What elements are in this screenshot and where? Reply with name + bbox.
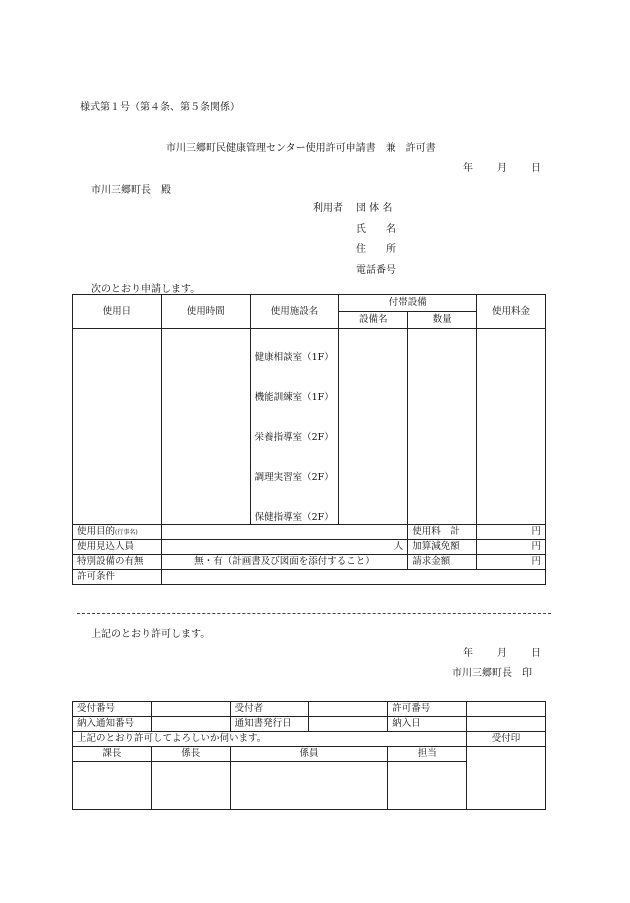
approval-text: 上記のとおり許可します。 <box>91 629 211 640</box>
cell-facility-list <box>250 329 339 525</box>
role-section-chief: 課長 <box>73 747 152 762</box>
notice-date-label: 通知書発行日 <box>230 717 309 732</box>
office-use-table <box>72 701 546 810</box>
form-number: 様式第１号（第４条、第５条関係） <box>80 102 240 113</box>
attendees-unit: 人 <box>161 540 407 555</box>
stamp-subsection-chief[interactable] <box>151 762 230 810</box>
header-equipment-name: 設備名 <box>339 312 408 329</box>
cell-time[interactable] <box>161 329 250 525</box>
date-day: 日 <box>531 163 541 174</box>
receipt-no-label: 受付番号 <box>73 702 152 717</box>
stamp-section-chief[interactable] <box>73 762 152 810</box>
facility-2: 機能訓練室（1F） <box>254 392 334 403</box>
role-in-charge: 担当 <box>388 747 467 762</box>
applicant-field-group: 団 体 名 <box>356 203 393 214</box>
facility-5: 保健指導室（2F） <box>254 512 334 523</box>
conditions-label: 許可条件 <box>73 570 162 585</box>
header-time: 使用時間 <box>161 295 250 329</box>
cut-line <box>77 613 551 614</box>
receipt-no-value[interactable] <box>151 702 230 717</box>
receiver-value[interactable] <box>309 702 388 717</box>
payment-notice-no-value[interactable] <box>151 717 230 732</box>
stamp-staff[interactable] <box>230 762 388 810</box>
notice-date-value[interactable] <box>309 717 388 732</box>
applicant-field-address: 住 所 <box>356 244 396 255</box>
cell-date[interactable] <box>73 329 162 525</box>
header-quantity: 数量 <box>408 312 477 329</box>
payment-date-value[interactable] <box>467 717 546 732</box>
application-table <box>72 294 546 585</box>
date-year: 年 <box>463 163 473 174</box>
permit-no-label: 許可番号 <box>388 702 467 717</box>
facility-4: 調理実習室（2F） <box>254 472 334 483</box>
approval-date-year: 年 <box>463 648 473 659</box>
discount-yen: 円 <box>477 540 546 555</box>
inquiry-text: 上記のとおり許可してよろしいか伺います。 <box>73 732 467 747</box>
cell-equipment-name[interactable] <box>339 329 408 525</box>
purpose-note: (行事名) <box>115 529 138 537</box>
role-subsection-chief: 係長 <box>151 747 230 762</box>
applicant-label: 利用者 <box>313 203 343 214</box>
facility-1: 健康相談室（1F） <box>254 352 334 363</box>
billed-label: 請求金額 <box>408 555 477 570</box>
role-staff: 係員 <box>230 747 388 762</box>
receipt-seal-label: 受付印 <box>467 732 546 747</box>
approval-date-month: 月 <box>497 648 507 659</box>
applicant-field-phone: 電話番号 <box>356 265 396 276</box>
date-month: 月 <box>497 163 507 174</box>
facility-3: 栄養指導室（2F） <box>254 432 334 443</box>
special-equipment-label: 特別設備の有無 <box>73 555 162 570</box>
page-title: 市川三郷町民健康管理センター使用許可申請書 兼 許可書 <box>166 143 436 154</box>
attendees-label: 使用見込人員 <box>73 540 162 555</box>
request-text: 次のとおり申請します。 <box>91 284 201 295</box>
addressee: 市川三郷町長 殿 <box>91 185 171 196</box>
payment-notice-no-label: 納入通知番号 <box>73 717 152 732</box>
fee-total-yen: 円 <box>477 525 546 540</box>
header-facility: 使用施設名 <box>250 295 339 329</box>
receipt-seal-box[interactable] <box>467 747 546 810</box>
billed-yen: 円 <box>477 555 546 570</box>
purpose-value[interactable] <box>161 525 407 540</box>
receiver-label: 受付者 <box>230 702 309 717</box>
discount-label: 加算減免額 <box>408 540 477 555</box>
header-equipment: 付帯設備 <box>339 295 477 312</box>
permit-no-value[interactable] <box>467 702 546 717</box>
header-fee: 使用料金 <box>477 295 546 329</box>
purpose-label: 使用目的(行事名) <box>73 525 162 540</box>
conditions-value[interactable] <box>161 570 545 585</box>
applicant-field-name: 氏 名 <box>356 224 396 235</box>
stamp-in-charge[interactable] <box>388 762 467 810</box>
approval-date-day: 日 <box>531 648 541 659</box>
cell-quantity[interactable] <box>408 329 477 525</box>
header-date: 使用日 <box>73 295 162 329</box>
mayor-seal: 市川三郷町長 印 <box>452 668 532 679</box>
cell-fee[interactable] <box>477 329 546 525</box>
special-equipment-options[interactable]: 無・有（計画書及び図面を添付すること） <box>161 555 407 570</box>
fee-total-label: 使用料 計 <box>408 525 477 540</box>
payment-date-label: 納入日 <box>388 717 467 732</box>
